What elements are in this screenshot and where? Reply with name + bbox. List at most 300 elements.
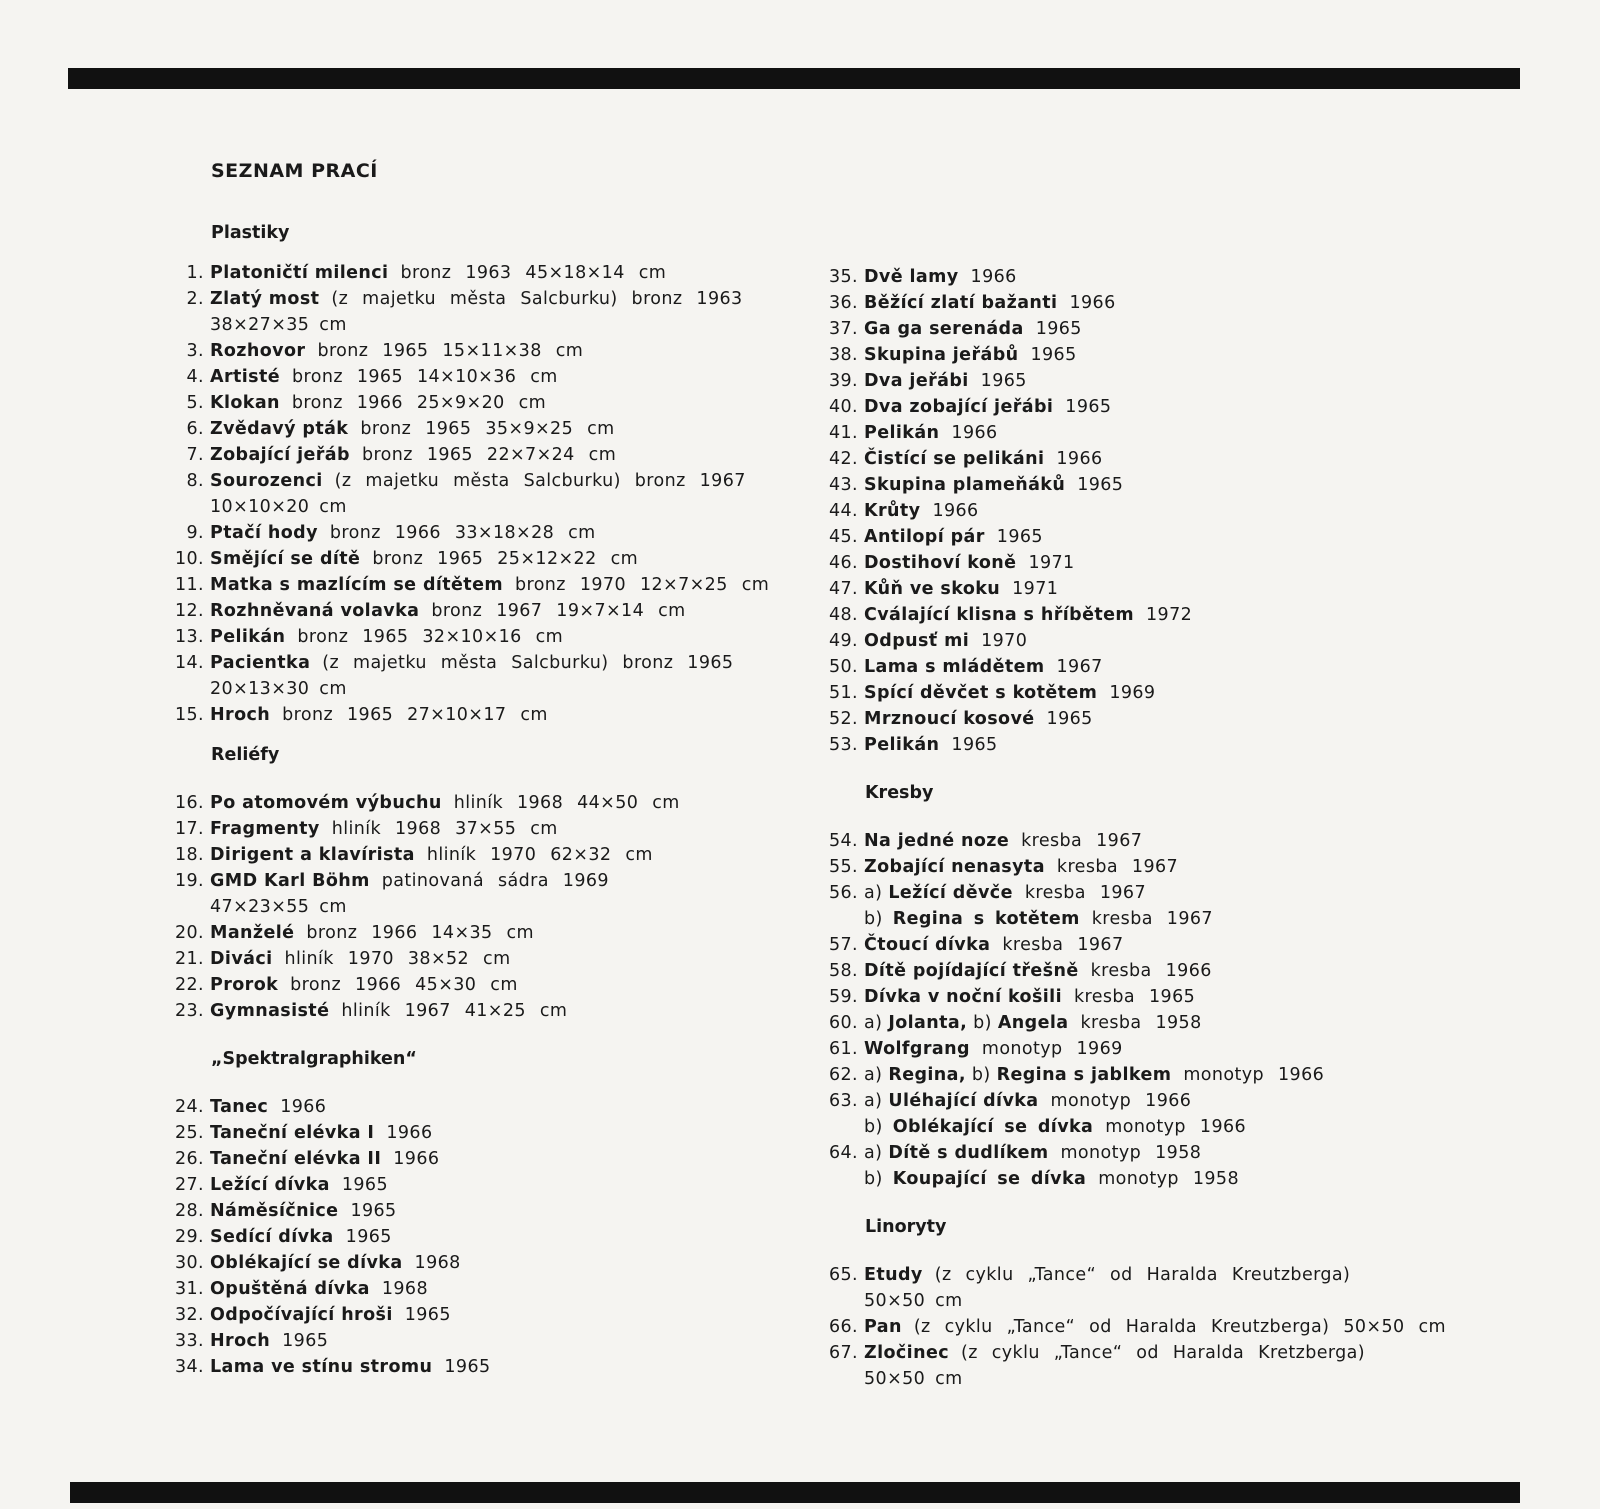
item-title: Smějící se dítě: [210, 549, 361, 569]
list-item: [168, 920, 808, 946]
item-number: 45.: [828, 527, 858, 547]
item-details: bronz 1965 35×9×25 cm: [360, 419, 615, 439]
list-item: [168, 1328, 808, 1354]
list-item: [168, 1276, 808, 1302]
item-number: 14.: [174, 653, 204, 673]
item-prefix: b): [973, 1013, 992, 1033]
list-item: [822, 1036, 1542, 1062]
list-item: [822, 932, 1542, 958]
item-number: 46.: [828, 553, 858, 573]
item-number: 52.: [828, 709, 858, 729]
item-details: patinovaná sádra 1969: [381, 871, 609, 891]
item-details: 1965: [996, 527, 1043, 547]
item-details: monotyp 1966: [1105, 1117, 1247, 1137]
list-item: [822, 1010, 1542, 1036]
item-text: [864, 1340, 1542, 1366]
item-details: bronz 1965 25×12×22 cm: [372, 549, 639, 569]
item-number: 16.: [174, 793, 204, 813]
item-details: bronz 1970 12×7×25 cm: [514, 575, 770, 595]
item-number: 63.: [828, 1091, 858, 1111]
list-item: [822, 264, 1542, 290]
item-text: [210, 1224, 808, 1250]
item-title: Pan: [864, 1317, 902, 1337]
list-item: [822, 854, 1542, 880]
item-details: (z majetku města Salcburku) bronz 1963: [331, 289, 743, 309]
item-text: [210, 1354, 808, 1380]
list-item: [168, 998, 808, 1024]
item-title: Angela: [997, 1013, 1069, 1033]
item-title: Dívka v noční košili: [864, 987, 1062, 1007]
list-item: [168, 842, 808, 868]
item-title: Spící děvčet s kotětem: [864, 683, 1098, 703]
section-heading-plastiky: Plastiky: [211, 223, 290, 243]
section-heading-linoryty: Linoryty: [865, 1217, 947, 1237]
item-details: 1971: [1028, 553, 1075, 573]
item-prefix: b): [864, 1169, 883, 1189]
item-title: Taneční elévka II: [210, 1149, 382, 1169]
section-heading-spektral: „Spektralgraphiken“: [211, 1049, 417, 1069]
item-text: [864, 602, 1542, 628]
item-details: 1965: [282, 1331, 329, 1351]
item-text: [864, 1262, 1542, 1288]
item-details: 1966: [970, 267, 1017, 287]
item-text: [864, 342, 1542, 368]
item-continuation: 20×13×30 cm: [210, 679, 347, 699]
item-details: (z cyklu „Tance“ od Haralda Kreutzberga): [934, 1265, 1351, 1285]
item-details: 1966: [393, 1149, 440, 1169]
item-prefix: b): [864, 1117, 883, 1137]
item-title: Krůty: [864, 501, 921, 521]
item-title: Fragmenty: [210, 819, 320, 839]
item-details: 1965: [1065, 397, 1112, 417]
item-text: [864, 680, 1542, 706]
item-title: Dva jeřábi: [864, 371, 969, 391]
item-continuation: 50×50 cm: [864, 1291, 963, 1311]
item-text: [210, 1250, 808, 1276]
item-text: [210, 972, 808, 998]
item-number: 5.: [186, 393, 204, 413]
item-number: 55.: [828, 857, 858, 877]
item-details: hliník 1968 44×50 cm: [453, 793, 680, 813]
list-item: [822, 1340, 1542, 1366]
item-prefix: a): [864, 1091, 883, 1111]
list-item: [822, 732, 1542, 758]
item-details: bronz 1966 14×35 cm: [306, 923, 535, 943]
item-details: 1965: [1077, 475, 1124, 495]
item-number: 38.: [828, 345, 858, 365]
list-item: [168, 1224, 808, 1250]
item-number: 62.: [828, 1065, 858, 1085]
item-title: Matka s mazlícím se dítětem: [210, 575, 503, 595]
item-details: bronz 1965 15×11×38 cm: [317, 341, 584, 361]
list-item: [822, 880, 1542, 906]
item-text: [210, 338, 808, 364]
item-details: bronz 1963 45×18×14 cm: [400, 263, 667, 283]
item-number: 33.: [174, 1331, 204, 1351]
item-number: 67.: [828, 1343, 858, 1363]
item-number: 9.: [186, 523, 204, 543]
item-title: Gymnasisté: [210, 1001, 330, 1021]
item-text: [210, 790, 808, 816]
item-text: [864, 316, 1542, 342]
list-spektral: [168, 1094, 808, 1380]
section-heading-reliefy: Reliéfy: [211, 745, 280, 765]
item-text: [210, 520, 808, 546]
item-text: [210, 1094, 808, 1120]
top-rule: [68, 68, 1520, 89]
item-details: 1968: [414, 1253, 461, 1273]
item-text: [864, 706, 1542, 732]
item-title: Jolanta,: [888, 1013, 968, 1033]
item-title: Zvědavý pták: [210, 419, 349, 439]
item-prefix: a): [864, 1013, 883, 1033]
list-item: [168, 416, 808, 442]
bottom-rule: [70, 1482, 1520, 1503]
item-title: Dva zobající jeřábi: [864, 397, 1054, 417]
item-details: hliník 1967 41×25 cm: [341, 1001, 568, 1021]
item-number: 21.: [174, 949, 204, 969]
item-title: Regina,: [888, 1065, 966, 1085]
item-title: Lama s mládětem: [864, 657, 1045, 677]
item-title: Skupina jeřábů: [864, 345, 1019, 365]
item-number: 15.: [174, 705, 204, 725]
item-continuation: 10×10×20 cm: [210, 497, 347, 517]
list-item: [168, 598, 808, 624]
item-details: 1965: [444, 1357, 491, 1377]
item-number: 11.: [174, 575, 204, 595]
list-item: [822, 828, 1542, 854]
item-details: bronz 1965 27×10×17 cm: [282, 705, 548, 725]
item-details: (z majetku města Salcburku) bronz 1967: [334, 471, 746, 491]
item-text: [864, 932, 1542, 958]
item-title: Etudy: [864, 1265, 923, 1285]
item-title: Mrznoucí kosové: [864, 709, 1035, 729]
item-number: 40.: [828, 397, 858, 417]
item-number: 58.: [828, 961, 858, 981]
list-kresby: [822, 828, 1542, 1192]
item-number: 4.: [186, 367, 204, 387]
item-text: [210, 702, 808, 728]
list-item: [822, 654, 1542, 680]
item-title: Lama ve stínu stromu: [210, 1357, 433, 1377]
item-title: Uléhající dívka: [888, 1091, 1039, 1111]
item-number: 56.: [828, 883, 858, 903]
list-item: [822, 1314, 1542, 1340]
item-details: 1966: [1056, 449, 1103, 469]
item-number: 49.: [828, 631, 858, 651]
item-sub-entry: [864, 906, 1542, 932]
item-title: Ptačí hody: [210, 523, 318, 543]
item-title: Odpočívající hroši: [210, 1305, 393, 1325]
list-item: [168, 624, 808, 650]
page-title: SEZNAM PRACÍ: [211, 160, 378, 182]
item-number: 19.: [174, 871, 204, 891]
item-title: Opuštěná dívka: [210, 1279, 370, 1299]
item-number: 64.: [828, 1143, 858, 1163]
item-details: bronz 1966 33×18×28 cm: [329, 523, 596, 543]
item-text: [864, 264, 1542, 290]
list-item: [168, 1120, 808, 1146]
list-item: [168, 1198, 808, 1224]
item-number: 35.: [828, 267, 858, 287]
item-details: kresba 1965: [1073, 987, 1196, 1007]
item-prefix: a): [864, 883, 883, 903]
item-details: 1966: [951, 423, 998, 443]
item-number: 2.: [186, 289, 204, 309]
item-title: Rozhovor: [210, 341, 306, 361]
item-title: Zobající nenasyta: [864, 857, 1045, 877]
item-text: [210, 442, 808, 468]
list-item: [822, 602, 1542, 628]
section-heading-kresby: Kresby: [865, 783, 934, 803]
item-text: [864, 880, 1542, 906]
item-title: Čistící se pelikáni: [864, 449, 1045, 469]
item-text: [864, 854, 1542, 880]
item-prefix: b): [864, 909, 883, 929]
item-text: [864, 498, 1542, 524]
list-item: [168, 972, 808, 998]
item-number: 26.: [174, 1149, 204, 1169]
list-item: [168, 816, 808, 842]
item-number: 18.: [174, 845, 204, 865]
item-number: 37.: [828, 319, 858, 339]
item-details: bronz 1966 45×30 cm: [290, 975, 518, 995]
item-title: Hroch: [210, 705, 271, 725]
item-details: kresba 1967: [1002, 935, 1124, 955]
list-item: [168, 1094, 808, 1120]
item-text: [210, 260, 808, 286]
item-text: [210, 1146, 808, 1172]
item-details: monotyp 1958: [1098, 1169, 1239, 1189]
item-title: Artisté: [210, 367, 280, 387]
list-item: [822, 420, 1542, 446]
item-details: bronz 1965 22×7×24 cm: [361, 445, 617, 465]
list-item: [168, 390, 808, 416]
item-number: 48.: [828, 605, 858, 625]
item-text: [210, 390, 808, 416]
item-number: 22.: [174, 975, 204, 995]
item-details: hliník 1970 38×52 cm: [284, 949, 511, 969]
item-number: 17.: [174, 819, 204, 839]
item-details: hliník 1970 62×32 cm: [426, 845, 653, 865]
item-sub-entry: [864, 1166, 1542, 1192]
list-item: [822, 368, 1542, 394]
item-title: Zločinec: [864, 1343, 949, 1363]
item-title: Rozhněvaná volavka: [210, 601, 420, 621]
item-title: Pelikán: [864, 423, 940, 443]
list-item: [168, 442, 808, 468]
item-number: 60.: [828, 1013, 858, 1033]
item-prefix: a): [864, 1143, 883, 1163]
item-number: 54.: [828, 831, 858, 851]
item-details: 1971: [1012, 579, 1059, 599]
item-title: Pelikán: [864, 735, 940, 755]
item-title: Platoničtí milenci: [210, 263, 389, 283]
item-title: Zobající jeřáb: [210, 445, 350, 465]
item-details: 1966: [932, 501, 979, 521]
item-title: GMD Karl Böhm: [210, 871, 370, 891]
item-text: [210, 364, 808, 390]
item-details: kresba 1967: [1024, 883, 1147, 903]
list-item: [168, 790, 808, 816]
item-text: [864, 472, 1542, 498]
item-text: [210, 416, 808, 442]
list-item: [168, 868, 808, 894]
item-text: [864, 984, 1542, 1010]
item-number: 20.: [174, 923, 204, 943]
item-text: [864, 524, 1542, 550]
item-number: 47.: [828, 579, 858, 599]
item-number: 41.: [828, 423, 858, 443]
item-title: Oblékající se dívka: [210, 1253, 403, 1273]
item-number: 31.: [174, 1279, 204, 1299]
list-item: [168, 1172, 808, 1198]
item-details: monotyp 1966: [1183, 1065, 1325, 1085]
list-item: [168, 468, 808, 494]
item-number: 12.: [174, 601, 204, 621]
item-number: 24.: [174, 1097, 204, 1117]
list-item: [822, 680, 1542, 706]
item-text: [864, 1088, 1542, 1114]
item-details: 1965: [404, 1305, 451, 1325]
item-title: Dítě pojídající třešně: [864, 961, 1079, 981]
item-number: 39.: [828, 371, 858, 391]
item-title: Dítě s dudlíkem: [888, 1143, 1049, 1163]
item-number: 50.: [828, 657, 858, 677]
item-number: 44.: [828, 501, 858, 521]
item-details: kresba 1967: [1056, 857, 1179, 877]
item-prefix: b): [971, 1065, 991, 1085]
item-number: 57.: [828, 935, 858, 955]
item-text: [864, 1010, 1542, 1036]
item-details: 1965: [1035, 319, 1082, 339]
item-continuation: 47×23×55 cm: [210, 897, 347, 917]
list-item: [822, 342, 1542, 368]
item-number: 36.: [828, 293, 858, 313]
list-item: [168, 702, 808, 728]
list-item: [822, 524, 1542, 550]
item-details: 1966: [386, 1123, 433, 1143]
item-text: [864, 654, 1542, 680]
item-title: Wolfgrang: [864, 1039, 970, 1059]
item-details: 1965: [341, 1175, 388, 1195]
list-item: [822, 576, 1542, 602]
item-title: Ležící děvče: [888, 883, 1013, 903]
item-text: [864, 394, 1542, 420]
item-number: 51.: [828, 683, 858, 703]
item-details: 1965: [951, 735, 998, 755]
list-item: [168, 546, 808, 572]
item-title: Čtoucí dívka: [864, 935, 991, 955]
list-plastiky: [168, 260, 808, 728]
item-details: 1966: [280, 1097, 327, 1117]
item-details: bronz 1965 14×10×36 cm: [292, 367, 558, 387]
item-number: 27.: [174, 1175, 204, 1195]
item-details: bronz 1967 19×7×14 cm: [431, 601, 686, 621]
item-details: (z cyklu „Tance“ od Haralda Kretzberga): [960, 1343, 1366, 1363]
item-text: [210, 1172, 808, 1198]
item-details: kresba 1967: [1021, 831, 1143, 851]
list-item: [822, 1088, 1542, 1114]
item-text: [864, 1140, 1542, 1166]
item-details: 1965: [980, 371, 1027, 391]
list-continued: [822, 264, 1542, 758]
item-sub-entry: [864, 1114, 1542, 1140]
item-text: [210, 598, 808, 624]
item-title: Antilopí pár: [864, 527, 985, 547]
item-details: 1972: [1146, 605, 1193, 625]
item-number: 13.: [174, 627, 204, 647]
item-title: Taneční elévka I: [210, 1123, 375, 1143]
item-title: Tanec: [210, 1097, 269, 1117]
item-details: 1970: [981, 631, 1028, 651]
item-continuation: 38×27×35 cm: [210, 315, 347, 335]
item-title: Manželé: [210, 923, 295, 943]
item-number: 43.: [828, 475, 858, 495]
item-details: monotyp 1966: [1050, 1091, 1192, 1111]
item-title: Regina s kotětem: [892, 909, 1080, 929]
item-text: [210, 650, 808, 676]
list-item: [822, 1140, 1542, 1166]
item-number: 23.: [174, 1001, 204, 1021]
item-text: [210, 1328, 808, 1354]
item-title: Klokan: [210, 393, 280, 413]
list-item: [822, 446, 1542, 472]
item-number: 34.: [174, 1357, 204, 1377]
list-item: [168, 572, 808, 598]
item-title: Prorok: [210, 975, 279, 995]
item-title: Běžící zlatí bažanti: [864, 293, 1058, 313]
item-number: 10.: [174, 549, 204, 569]
item-text: [864, 290, 1542, 316]
item-text: [864, 550, 1542, 576]
list-item: [168, 364, 808, 390]
item-details: kresba 1958: [1080, 1013, 1202, 1033]
item-number: 65.: [828, 1265, 858, 1285]
list-reliefy: [168, 790, 808, 1024]
item-title: Ležící dívka: [210, 1175, 330, 1195]
item-text: [210, 1302, 808, 1328]
item-number: 8.: [186, 471, 204, 491]
item-details: 1965: [1046, 709, 1093, 729]
list-item: [168, 1250, 808, 1276]
item-details: kresba 1966: [1090, 961, 1212, 981]
item-details: kresba 1967: [1091, 909, 1213, 929]
list-item: [822, 550, 1542, 576]
item-text: [210, 998, 808, 1024]
item-details: 1968: [381, 1279, 428, 1299]
item-title: Sourozenci: [210, 471, 323, 491]
item-details: bronz 1965 32×10×16 cm: [297, 627, 564, 647]
item-details: 1966: [1069, 293, 1116, 313]
item-text: [864, 828, 1542, 854]
item-details: monotyp 1958: [1060, 1143, 1202, 1163]
item-details: (z cyklu „Tance“ od Haralda Kreutzberga) 50×50 cm: [913, 1317, 1446, 1337]
item-number: 6.: [186, 419, 204, 439]
item-details: hliník 1968 37×55 cm: [331, 819, 558, 839]
list-item: [168, 520, 808, 546]
item-details: 1967: [1056, 657, 1103, 677]
list-item: [822, 394, 1542, 420]
list-item: [822, 984, 1542, 1010]
item-text: [864, 1314, 1542, 1340]
item-title: Oblékající se dívka: [892, 1117, 1094, 1137]
list-item: [168, 650, 808, 676]
item-title: Regina s jablkem: [996, 1065, 1172, 1085]
item-text: [864, 628, 1542, 654]
item-text: [864, 420, 1542, 446]
item-details: 1965: [1030, 345, 1077, 365]
